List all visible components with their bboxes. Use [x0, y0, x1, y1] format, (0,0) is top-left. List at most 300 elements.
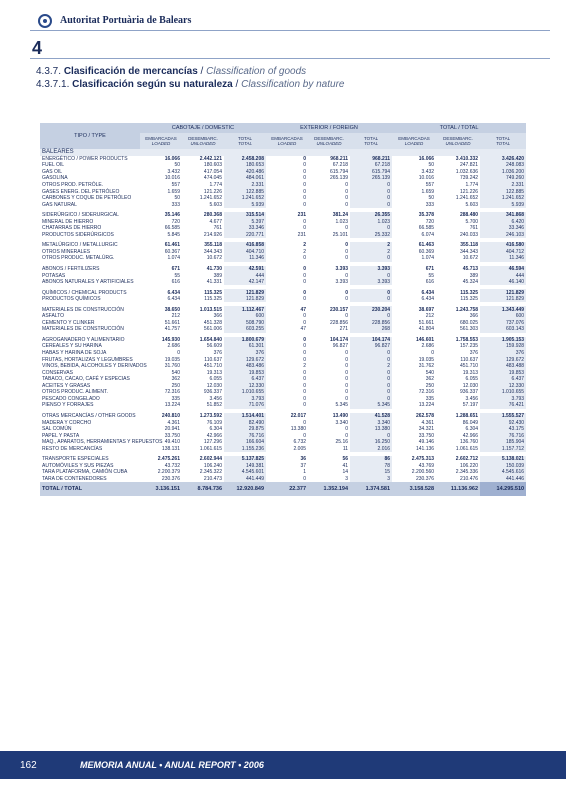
- value-cell: 129.672: [224, 356, 266, 363]
- value-cell: 67.218: [332, 162, 349, 169]
- subsection-title-en: Classification by nature: [241, 79, 345, 90]
- value-cell: 680.025: [459, 319, 479, 326]
- value-cell: 122.885: [224, 188, 266, 195]
- value-cell: 389: [469, 272, 479, 279]
- column-header: DESEMBARC. UNLOADED: [308, 133, 350, 149]
- value-cell: 1.555.527: [480, 413, 526, 420]
- value-cell: 76.716: [480, 432, 526, 439]
- value-cell: 0: [303, 272, 307, 279]
- column-header: TOTAL TOTAL: [350, 133, 392, 149]
- value-cell: 1.010.655: [480, 389, 526, 396]
- value-cell: 3.393: [350, 279, 392, 286]
- value-cell: 3.456: [465, 395, 479, 402]
- value-cell: 6.304: [465, 426, 479, 433]
- row-label: MINERAL DE HIERRO: [42, 218, 94, 225]
- value-cell: 1.774: [209, 182, 222, 188]
- value-cell: 106.220: [459, 462, 479, 469]
- value-cell: 1.061.615: [199, 445, 222, 452]
- value-cell: 110.637: [204, 356, 222, 363]
- value-cell: 5.603: [209, 201, 222, 208]
- chapter-divider: [30, 58, 550, 59]
- value-cell: 265.139: [350, 175, 392, 182]
- value-cell: 29.875: [224, 426, 266, 433]
- value-cell: 416.580: [480, 242, 526, 249]
- row-label: OTROS PRODUC. ALIMENT.: [42, 389, 108, 396]
- row-label: POTASAS: [42, 272, 66, 279]
- value-cell: 49.146: [418, 439, 435, 446]
- value-cell: 0: [345, 296, 349, 303]
- value-cell: 50: [428, 162, 435, 169]
- column-header: EMBARCADAS LOADED: [140, 133, 182, 149]
- value-cell: 230.157: [329, 306, 349, 313]
- value-cell: 3.456: [209, 395, 222, 402]
- value-cell: 561.006: [203, 326, 222, 333]
- row-label: GAS NATURAL: [42, 201, 77, 208]
- value-cell: 19.853: [224, 369, 266, 376]
- value-cell: 936.337: [203, 389, 222, 396]
- value-cell: 936.337: [459, 389, 479, 396]
- value-cell: 49.410: [164, 439, 180, 446]
- value-cell: 3.432: [421, 168, 435, 175]
- value-cell: 61.301: [224, 343, 266, 350]
- value-cell: 13.380: [350, 426, 392, 433]
- value-cell: 13.490: [332, 412, 349, 419]
- value-cell: 37: [300, 462, 307, 469]
- value-cell: 603.255: [224, 326, 266, 333]
- row-label: CEMENTO Y CLINKER: [42, 319, 95, 326]
- value-cell: 248.083: [480, 162, 526, 169]
- value-cell: 66.585: [418, 225, 435, 232]
- column-header: DESEMBARC. UNLOADED: [182, 133, 224, 149]
- row-label: GAS OIL: [42, 168, 63, 175]
- value-cell: 212: [425, 313, 435, 320]
- column-header: EMBARCADAS LOADED: [392, 133, 436, 149]
- value-cell: 0: [303, 201, 307, 208]
- value-cell: 1: [303, 469, 307, 476]
- value-cell: 50: [428, 195, 435, 202]
- value-cell: 404.710: [224, 249, 266, 256]
- value-cell: 115.325: [204, 296, 222, 303]
- value-cell: 31.762: [418, 363, 435, 370]
- value-cell: 441.449: [224, 476, 266, 483]
- value-cell: 1.013.515: [199, 306, 222, 313]
- value-cell: 3: [345, 475, 349, 482]
- value-cell: 0: [350, 296, 392, 303]
- value-cell: 247.821: [459, 162, 479, 169]
- value-cell: 335: [425, 395, 435, 402]
- value-cell: 138.131: [161, 445, 180, 452]
- value-cell: 25.16: [335, 439, 349, 446]
- value-cell: 749.260: [480, 175, 526, 182]
- value-cell: 96.827: [332, 343, 349, 350]
- row-label: ABONOS NATURALES Y ARTIFICIALES: [42, 279, 134, 286]
- value-cell: 5.603: [465, 201, 479, 208]
- total-value-cell: 1.352.194: [308, 482, 350, 496]
- value-cell: 5.137.825: [224, 456, 266, 463]
- value-cell: 0: [350, 188, 392, 195]
- goods-classification-table: [40, 123, 526, 496]
- value-cell: 3.793: [224, 396, 266, 403]
- value-cell: 0: [345, 376, 349, 383]
- value-cell: 1.155.236: [224, 445, 266, 452]
- value-cell: 3.426.420: [480, 156, 526, 163]
- value-cell: 6.434: [167, 289, 180, 296]
- row-label: OTROS PRODUC. METALÚRG.: [42, 255, 115, 262]
- value-cell: 404.712: [480, 249, 526, 256]
- value-cell: 761: [213, 225, 222, 232]
- value-cell: 3.340: [350, 419, 392, 426]
- value-cell: 0: [303, 369, 307, 376]
- row-label: CEREALES Y SU HARINA: [42, 343, 102, 350]
- value-cell: 483.486: [224, 363, 266, 370]
- value-cell: 0: [350, 313, 392, 320]
- total-value-cell: 12.920.849: [224, 482, 266, 496]
- row-label: PAPEL Y PASTA: [42, 432, 80, 439]
- value-cell: 0: [345, 395, 349, 402]
- value-cell: 41.757: [164, 326, 180, 333]
- value-cell: 265.139: [329, 175, 349, 182]
- total-group-header: TOTAL / TOTAL: [392, 123, 526, 133]
- value-cell: 42.966: [462, 432, 479, 439]
- value-cell: 121.226: [203, 188, 222, 195]
- value-cell: 1.112.467: [224, 306, 266, 313]
- value-cell: 417.054: [203, 168, 222, 175]
- total-value-cell: 14.295.510: [480, 482, 526, 496]
- value-cell: 25.101: [332, 231, 349, 238]
- value-cell: 0: [303, 255, 307, 262]
- value-cell: 333: [171, 201, 180, 208]
- value-cell: 3.393: [335, 279, 349, 286]
- value-cell: 262.578: [415, 412, 435, 419]
- row-label: TRANSPORTE ESPECIALES: [42, 456, 109, 463]
- value-cell: 0: [350, 272, 392, 279]
- value-cell: 43.732: [164, 462, 180, 469]
- value-cell: 1.758.553: [455, 336, 479, 343]
- value-cell: 0: [350, 369, 392, 376]
- value-cell: 0: [303, 313, 307, 320]
- value-cell: 121.829: [480, 289, 526, 296]
- value-cell: 451.328: [203, 319, 222, 326]
- value-cell: 5.138.021: [480, 456, 526, 463]
- value-cell: 12.330: [224, 383, 266, 390]
- value-cell: 51.661: [164, 319, 180, 326]
- value-cell: 362: [425, 376, 435, 383]
- value-cell: 92.430: [480, 419, 526, 426]
- value-cell: 86.049: [462, 419, 479, 426]
- value-cell: 41.730: [206, 266, 222, 273]
- row-label: PRODUCTOS QUÍMICOS: [42, 296, 101, 303]
- value-cell: 5.845: [167, 231, 180, 238]
- value-cell: 214.926: [203, 231, 222, 238]
- value-cell: 6.055: [209, 376, 222, 383]
- footer-title: MEMORIA ANUAL • ANUAL REPORT • 2006: [80, 760, 264, 770]
- value-cell: 2: [303, 248, 307, 255]
- total-label: TOTAL / TOTAL: [40, 482, 140, 496]
- value-cell: 3.793: [480, 396, 526, 403]
- value-cell: 46.140: [480, 279, 526, 286]
- row-label: ASFALTO: [42, 313, 65, 320]
- value-cell: 10.672: [462, 255, 479, 262]
- value-cell: 600: [224, 313, 266, 320]
- value-cell: 13.224: [164, 402, 180, 409]
- section-title-en: Classification of goods: [206, 66, 307, 77]
- value-cell: 36: [300, 456, 307, 463]
- value-cell: 180.653: [224, 162, 266, 169]
- value-cell: 25.332: [350, 232, 392, 239]
- row-label: GASOLINA: [42, 175, 68, 182]
- value-cell: 19.035: [164, 356, 180, 363]
- value-cell: 1.659: [167, 188, 180, 195]
- row-label: PIENSO Y FORRAJES: [42, 402, 94, 409]
- value-cell: 5.700: [465, 218, 479, 225]
- value-cell: 540: [425, 369, 435, 376]
- value-cell: 2.200.379: [157, 469, 180, 476]
- value-cell: 1.243.758: [455, 306, 479, 313]
- value-cell: 720: [171, 218, 180, 225]
- value-cell: 41.804: [418, 326, 435, 333]
- value-cell: 240.810: [161, 412, 180, 419]
- value-cell: 4.545.616: [480, 469, 526, 476]
- value-cell: 4.361: [167, 419, 180, 426]
- value-cell: 185.904: [480, 439, 526, 446]
- value-cell: 46.594: [480, 266, 526, 273]
- value-cell: 2.686: [421, 343, 435, 350]
- value-cell: 2.345.322: [199, 469, 222, 476]
- value-cell: 362: [171, 376, 180, 383]
- page-number: 162: [20, 760, 37, 771]
- value-cell: 2.442.121: [199, 155, 222, 162]
- value-cell: 0: [303, 195, 307, 202]
- value-cell: 451.710: [203, 363, 222, 370]
- value-cell: 5.345: [335, 402, 349, 409]
- section-title-es: Clasificación de mercancías: [63, 66, 198, 77]
- value-cell: 2.200.560: [411, 469, 435, 476]
- row-label: MATERIALES DE CONSTRUCCIÓN: [42, 306, 124, 313]
- row-label: GASES ENERG. DEL PETRÓLEO: [42, 188, 120, 195]
- value-cell: 110.637: [460, 356, 479, 363]
- column-header: TOTAL TOTAL: [480, 133, 526, 149]
- value-cell: 0: [303, 218, 307, 225]
- value-cell: 616: [425, 279, 435, 286]
- section-number: 4.3.7.: [36, 66, 62, 77]
- value-cell: 104.174: [329, 336, 349, 343]
- value-cell: 341.868: [480, 212, 526, 219]
- row-label: QUÍMICOS / CHEMICAL PRODUCTS: [42, 289, 127, 296]
- domestic-group-header: CABOTAJE / DOMESTIC: [140, 123, 266, 133]
- row-label: OTROS MINERALES: [42, 248, 91, 255]
- value-cell: 1.032.636: [455, 168, 479, 175]
- table-header-row: [40, 123, 526, 133]
- value-cell: 250: [171, 382, 180, 389]
- value-cell: 41.331: [206, 279, 222, 286]
- value-cell: 5.939: [480, 201, 526, 208]
- value-cell: 51.661: [418, 319, 435, 326]
- value-cell: 42.966: [206, 432, 222, 439]
- value-cell: 12.030: [462, 382, 479, 389]
- value-cell: 2: [303, 363, 307, 370]
- value-cell: 3.410.332: [455, 155, 479, 162]
- value-cell: 603.143: [480, 326, 526, 333]
- value-cell: 0: [303, 402, 307, 409]
- value-cell: 19.313: [462, 369, 479, 376]
- value-cell: 10.016: [164, 175, 180, 182]
- value-cell: 389: [213, 272, 222, 279]
- value-cell: 230.376: [161, 475, 180, 482]
- value-cell: 86: [350, 456, 392, 463]
- value-cell: 616: [171, 279, 180, 286]
- value-cell: 6.434: [167, 296, 180, 303]
- row-label: MAQ., APARATOS, HERRAMIENTAS Y REPUESTOS: [42, 439, 163, 446]
- total-value-cell: 22.377: [266, 482, 308, 496]
- section-title: 4.3.7. Clasificación de mercancías / Classification of goods: [36, 66, 307, 77]
- value-cell: 45.324: [462, 279, 479, 286]
- value-cell: 376: [213, 350, 222, 357]
- value-cell: 57.197: [462, 402, 479, 409]
- value-cell: 1.343.449: [480, 306, 526, 313]
- value-cell: 1.241.652: [199, 195, 222, 202]
- value-cell: 0: [303, 419, 307, 426]
- value-cell: 121.829: [224, 289, 266, 296]
- row-label: CONSERVAS: [42, 369, 73, 376]
- value-cell: 344.343: [459, 248, 479, 255]
- value-cell: 35.146: [164, 212, 180, 219]
- value-cell: 508.790: [224, 320, 266, 327]
- value-cell: 6.055: [465, 376, 479, 383]
- value-cell: 280.368: [203, 212, 222, 219]
- value-cell: 82.490: [224, 419, 266, 426]
- row-label: PESCADO CONGELADO: [42, 395, 100, 402]
- value-cell: 45.713: [462, 266, 479, 273]
- total-value-cell: 3.158.528: [392, 482, 436, 496]
- value-cell: 2.602.712: [455, 456, 479, 463]
- row-label: OTROS PROD. PETRÓLE.: [42, 182, 104, 188]
- value-cell: 231: [297, 231, 307, 238]
- value-cell: 1.800.679: [224, 337, 266, 344]
- value-cell: 14: [342, 469, 349, 476]
- value-cell: 737.076: [480, 320, 526, 327]
- value-cell: 0: [431, 350, 435, 357]
- value-cell: 149.381: [224, 463, 266, 470]
- value-cell: 0: [350, 255, 392, 262]
- value-cell: 0: [345, 350, 349, 357]
- row-label: TABACO, CACAO, CAFÉ Y ESPECIAS: [42, 376, 130, 383]
- value-cell: 381.24: [332, 212, 349, 219]
- value-cell: 228.856: [329, 319, 349, 326]
- value-cell: 166.604: [224, 439, 266, 446]
- value-cell: 2: [350, 363, 392, 370]
- value-cell: 671: [425, 266, 435, 273]
- value-cell: 3.393: [335, 266, 349, 273]
- value-cell: 5.939: [224, 201, 266, 208]
- value-cell: 5.397: [224, 218, 266, 225]
- value-cell: 78: [350, 463, 392, 470]
- value-cell: 6.420: [480, 218, 526, 225]
- column-header: TOTAL TOTAL: [224, 133, 266, 149]
- value-cell: 0: [345, 356, 349, 363]
- value-cell: 0: [303, 343, 307, 350]
- value-cell: 2.686: [167, 343, 180, 350]
- value-cell: 6.074: [421, 231, 435, 238]
- value-cell: 0: [345, 389, 349, 396]
- value-cell: 0: [350, 182, 392, 189]
- value-cell: 1.157.712: [480, 445, 526, 452]
- value-cell: 136.760: [459, 439, 479, 446]
- foreign-group-header: EXTERIOR / FOREIGN: [266, 123, 392, 133]
- value-cell: 0: [350, 356, 392, 363]
- value-cell: 333: [425, 201, 435, 208]
- row-label: PRODUCTOS SIDERÚRGICOS: [42, 231, 114, 238]
- value-cell: 55: [174, 272, 180, 279]
- value-cell: 0: [345, 382, 349, 389]
- value-cell: 4.677: [209, 218, 222, 225]
- value-cell: 0: [345, 225, 349, 232]
- value-cell: 43.769: [418, 462, 435, 469]
- value-cell: 231: [297, 212, 307, 219]
- value-cell: 1.288.651: [455, 412, 479, 419]
- value-cell: 35.378: [418, 212, 435, 219]
- value-cell: 0: [303, 266, 307, 273]
- value-cell: 115.325: [460, 296, 479, 303]
- value-cell: 335: [171, 395, 180, 402]
- value-cell: 615.794: [329, 168, 349, 175]
- value-cell: 0: [345, 363, 349, 370]
- value-cell: 2.331: [480, 182, 526, 189]
- value-cell: 1.241.652: [455, 195, 479, 202]
- value-cell: 0: [303, 356, 307, 363]
- value-cell: 540: [171, 369, 180, 376]
- value-cell: 0: [303, 162, 307, 169]
- value-cell: 376: [224, 350, 266, 357]
- value-cell: 268: [350, 326, 392, 333]
- value-cell: 2.345.336: [455, 469, 479, 476]
- total-value-cell: 1.374.581: [350, 482, 392, 496]
- value-cell: 5.345: [350, 402, 392, 409]
- value-cell: 451.710: [459, 363, 479, 370]
- value-cell: 1.273.592: [199, 412, 222, 419]
- value-cell: 2.458.208: [224, 156, 266, 163]
- value-cell: 4.361: [421, 419, 435, 426]
- value-cell: 11.346: [480, 255, 526, 262]
- value-cell: 33.750: [418, 432, 435, 439]
- value-cell: 145.930: [161, 336, 180, 343]
- type-column-header: TIPO / TYPE: [40, 123, 140, 149]
- row-label: ENERGÉTICO / POWER PRODUCTS: [42, 155, 128, 162]
- value-cell: 0: [303, 289, 307, 296]
- value-cell: 444: [224, 272, 266, 279]
- column-header: EMBARCADAS LOADED: [266, 133, 308, 149]
- value-cell: 376: [469, 350, 479, 357]
- row-label: TARA DE CONTENEDORES: [42, 475, 107, 482]
- value-cell: 96.827: [350, 343, 392, 350]
- value-cell: 1.514.401: [224, 413, 266, 420]
- row-label: MATERIALES DE CONSTRUCCIÓN: [42, 326, 124, 333]
- value-cell: 11: [342, 445, 349, 452]
- value-cell: 33.750: [164, 432, 180, 439]
- value-cell: 344.343: [203, 248, 222, 255]
- value-cell: 47: [300, 306, 307, 313]
- row-label: MADERA Y CORCHO: [42, 419, 92, 426]
- value-cell: 355.118: [460, 242, 479, 249]
- value-cell: 1.074: [167, 255, 180, 262]
- value-cell: 150.039: [480, 463, 526, 470]
- value-cell: 355.118: [204, 242, 222, 249]
- value-cell: 50: [174, 195, 180, 202]
- value-cell: 6.437: [224, 376, 266, 383]
- value-cell: 0: [350, 432, 392, 439]
- value-cell: 968.211: [330, 155, 349, 162]
- value-cell: 0: [303, 279, 307, 286]
- column-header: DESEMBARC. UNLOADED: [436, 133, 480, 149]
